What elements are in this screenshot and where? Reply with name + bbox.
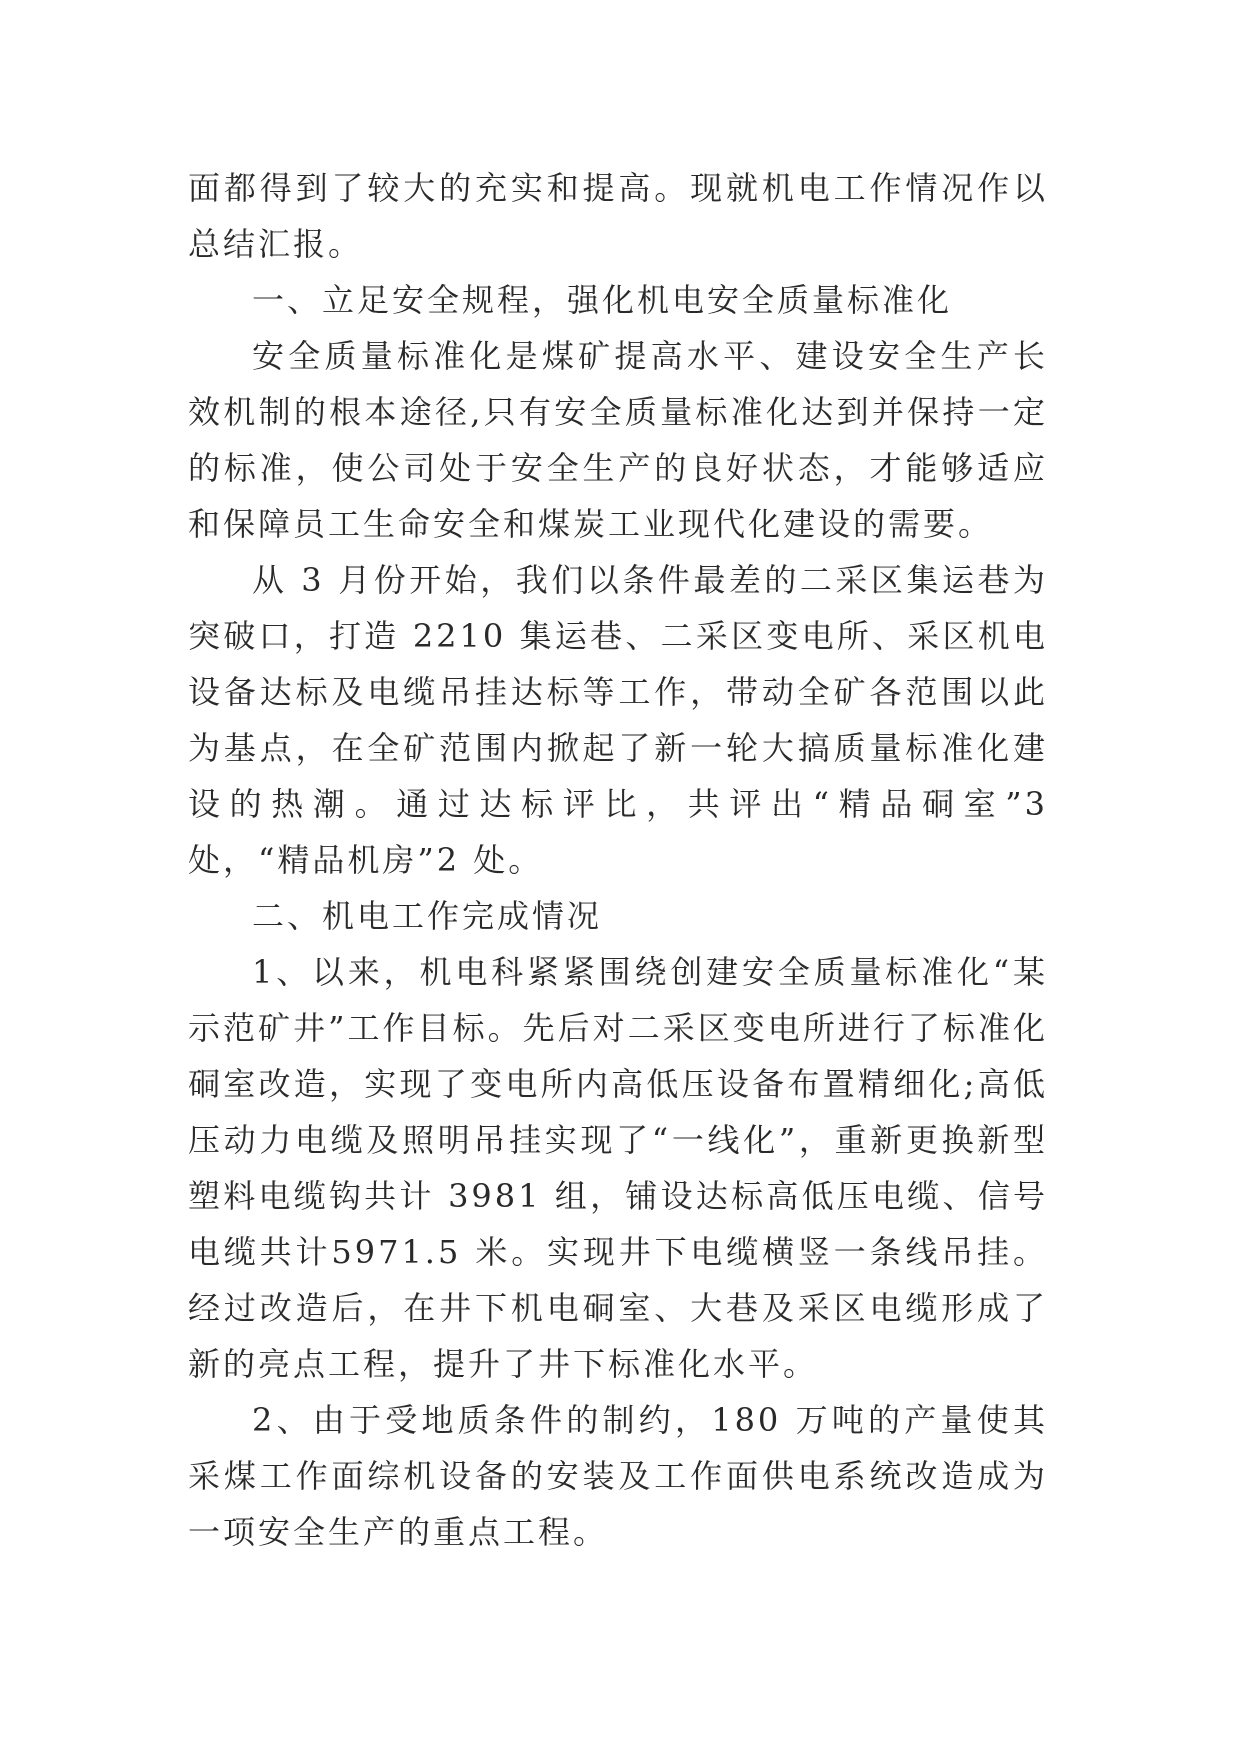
paragraph-standardization: 安全质量标准化是煤矿提高水平、建设安全生产长效机制的根本途径,只有安全质量标准化达到并保持一定的标准，使公司处于安全生产的良好状态，才能够适应和保障员工生命安全和煤炭工业现代化建设的需要。: [188, 337, 1048, 543]
paragraph-item-1: 1、以来，机电科紧紧围绕创建安全质量标准化“某示范矿井”工作目标。先后对二采区变电所进行了标准化硐室改造，实现了变电所内高低压设备布置精细化;高低压动力电缆及照明吊挂实现了“一线化”，重新更换新型塑料电缆钩共计 3981 组，铺设达标高低压电缆、信号电缆共计5971.5 米。实现井下电缆横竖一条线吊挂。经过改造后，在井下机电硐室、大巷及采区电缆形成了新的亮点工程，提升了井下标准化水平。: [188, 953, 1048, 1383]
section-heading-2: 二、机电工作完成情况: [252, 897, 603, 935]
paragraph-item-2: 2、由于受地质条件的制约，180 万吨的产量使其采煤工作面综机设备的安装及工作面供电系统改造成为一项安全生产的重点工程。: [188, 1401, 1048, 1551]
section-heading-1: 一、立足安全规程，强化机电安全质量标准化: [252, 281, 953, 319]
paragraph-march-initiative: 从 3 月份开始，我们以条件最差的二采区集运巷为突破口，打造 2210 集运巷、二采区变电所、采区机电设备达标及电缆吊挂达标等工作，带动全矿各范围以此为基点，在全矿范围内掀起了新一轮大搞质量标准化建设的热潮。通过达标评比，共评出“精品硐室”3 处，“精品机房”2 处。: [188, 561, 1048, 879]
paragraph-intro-continuation: 面都得到了较大的充实和提高。现就机电工作情况作以总结汇报。: [188, 169, 1048, 263]
document-body: [188, 160, 1048, 1560]
